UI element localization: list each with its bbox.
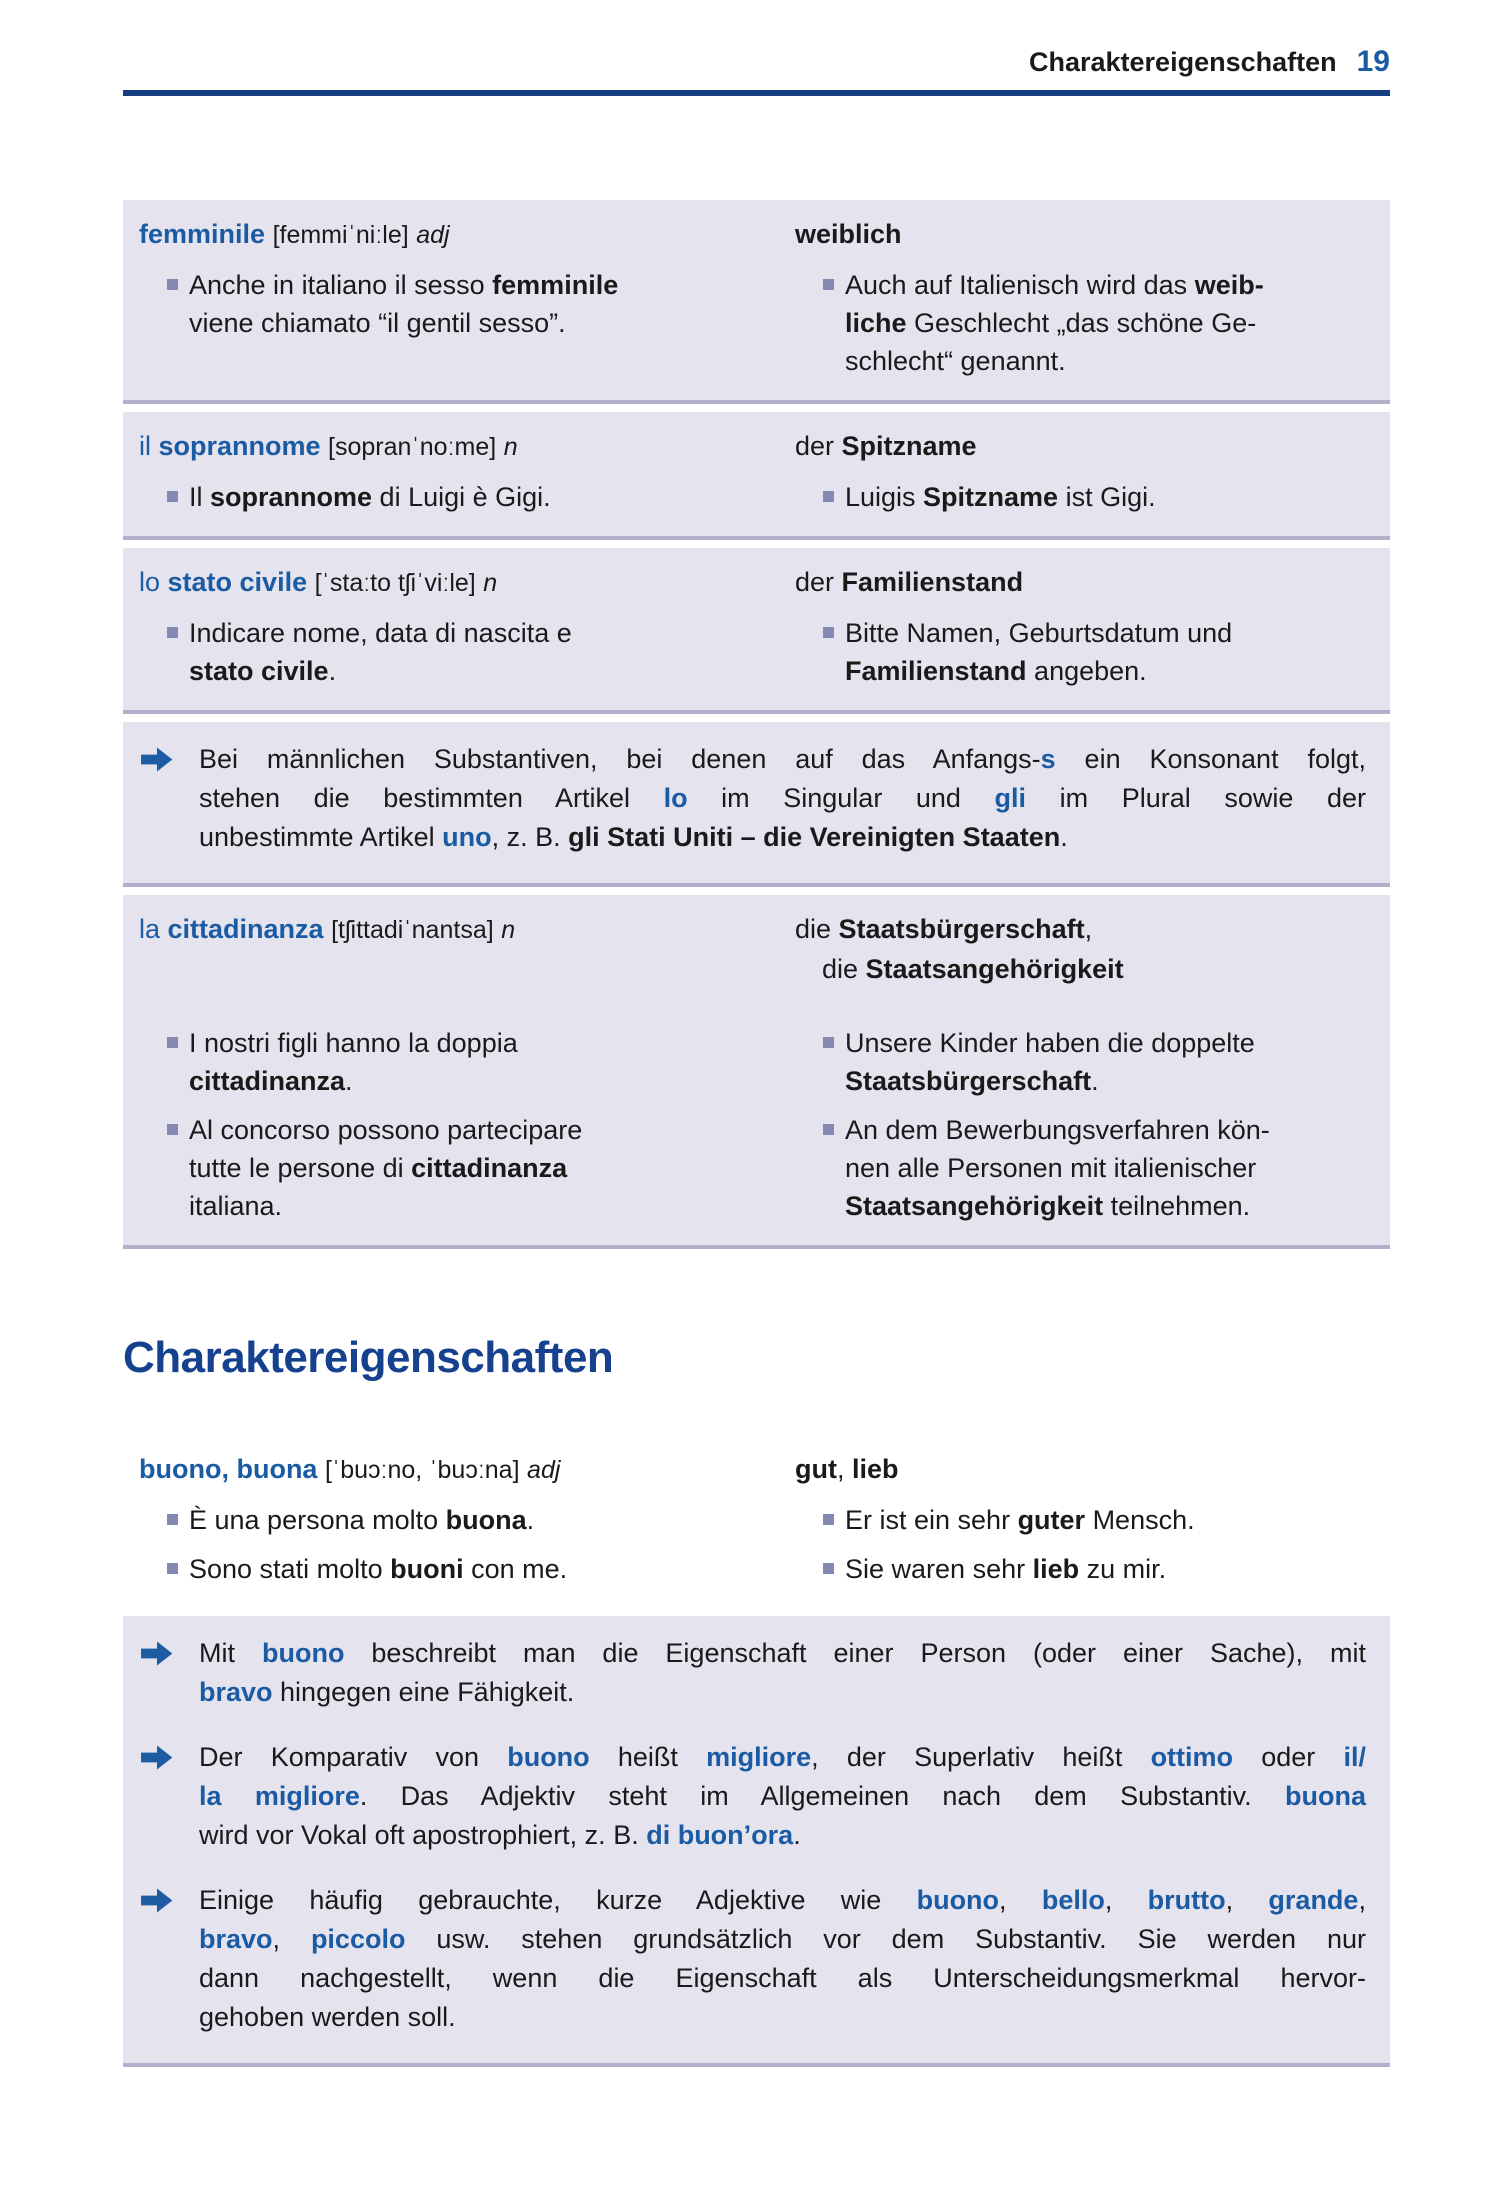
bullet-square-icon [167, 279, 178, 290]
example-german [795, 1501, 1370, 1539]
bullet-square-icon [167, 1563, 178, 1574]
usage-note-text: Mit buono beschreibt man die Eigenschaft einer Person (oder einer Sache), mit bravo hingegen eine Fähigkeit. [199, 1638, 1366, 1707]
headword-row [139, 909, 1370, 989]
example-row [139, 478, 1370, 516]
headword-italian: femminile [femmiˈniːle] adj [139, 219, 450, 249]
example-german [795, 266, 1370, 380]
dictionary-entry [123, 548, 1390, 714]
arrow-right-icon [141, 746, 177, 857]
example-row [139, 1024, 1370, 1100]
page-header [123, 45, 1390, 96]
example-row [139, 266, 1370, 380]
dictionary-content [123, 200, 1390, 2067]
vocabulary-blocks-top [123, 200, 1390, 1249]
example-german [795, 1550, 1370, 1588]
example-italian-text: Il soprannome di Luigi è Gigi. [189, 482, 551, 512]
example-german-text: Sie waren sehr lieb zu mir. [845, 1554, 1167, 1584]
arrow-right-icon [141, 1744, 177, 1855]
usage-note-text: Einige häufig gebrauchte, kurze Adjektive wie buono, bello, brutto, grande, bravo, piccolo usw. stehen grundsätzlich vor dem Substantiv. Sie werden nur dann nachgestellt, wenn die Eigenschaft als Unterscheidungsmerkmal hervor- gehoben werden soll. [199, 1885, 1366, 2032]
headword-row [139, 214, 1370, 255]
example-german [795, 1111, 1370, 1225]
page-number: 19 [1356, 45, 1390, 78]
bullet-square-icon [823, 1563, 834, 1574]
headword-german: die Staatsbürgerschaft, die Staatsangehörigkeit [795, 914, 1124, 984]
example-italian [139, 478, 795, 516]
bullet-square-icon [823, 1124, 834, 1135]
usage-note-text: Bei männlichen Substantiven, bei denen auf das Anfangs-s ein Konsonant folgt, stehen die bestimmten Artikel lo im Singular und gli im Plural sowie der unbestimmte Artikel uno, z. B. gli Stati Uniti – die Vereinigten Staaten. [199, 744, 1366, 852]
vocabulary-blocks-bottom [123, 1435, 1390, 2067]
example-german [795, 614, 1370, 690]
bullet-square-icon [823, 1514, 834, 1525]
bullet-square-icon [823, 491, 834, 502]
example-german-text: Auch auf Italienisch wird das weib- liche Geschlecht „das schöne Ge- schlecht“ genannt. [845, 270, 1264, 376]
headword-italian: il soprannome [sopranˈnoːme] n [139, 431, 518, 461]
example-italian [139, 1550, 795, 1588]
bullet-square-icon [167, 627, 178, 638]
headword-german: weiblich [795, 219, 902, 249]
headword-german: gut, lieb [795, 1454, 899, 1484]
usage-note-block [123, 722, 1390, 887]
bullet-square-icon [167, 491, 178, 502]
header-rule [123, 90, 1390, 96]
example-italian [139, 1501, 795, 1539]
usage-note-paragraph [139, 1634, 1366, 1712]
usage-note-paragraph [139, 740, 1366, 857]
usage-note-text: Der Komparativ von buono heißt migliore, der Superlativ heißt ottimo oder il/ la migliore. Das Adjektiv steht im Allgemeinen nach dem Substantiv. buona wird vor Vokal oft apostrophiert, z. B. di buon’ora. [199, 1742, 1367, 1850]
headword-row [139, 426, 1370, 467]
example-german-text: Unsere Kinder haben die doppelte Staatsbürgerschaft. [845, 1028, 1255, 1096]
usage-note-block [123, 1616, 1390, 2067]
bullet-square-icon [823, 1037, 834, 1048]
headword-german: der Spitzname [795, 431, 977, 461]
headword-italian: la cittadinanza [tʃittadiˈnantsa] n [139, 914, 516, 944]
headword-german: der Familienstand [795, 567, 1024, 597]
example-italian-text: Al concorso possono partecipare tutte le persone di cittadinanza italiana. [189, 1115, 583, 1221]
bullet-square-icon [167, 1124, 178, 1135]
example-italian-text: Anche in italiano il sesso femminile viene chiamato “il gentil sesso”. [189, 270, 619, 338]
example-german-text: Bitte Namen, Geburtsdatum und Familienstand angeben. [845, 618, 1233, 686]
bullet-square-icon [823, 279, 834, 290]
headword-italian: lo stato civile [ˈstaːto tʃiˈviːle] n [139, 567, 498, 597]
usage-note-paragraph [139, 1881, 1366, 2037]
section-heading: Charaktereigenschaften [123, 1333, 614, 1382]
example-italian-text: Sono stati molto buoni con me. [189, 1554, 568, 1584]
example-row [139, 1501, 1370, 1539]
example-german-text: Luigis Spitzname ist Gigi. [845, 482, 1156, 512]
dictionary-entry [123, 1435, 1390, 1608]
example-row [139, 614, 1370, 690]
example-italian [139, 1111, 795, 1225]
arrow-right-icon [141, 1887, 177, 2037]
example-italian [139, 1024, 795, 1100]
dictionary-entry [123, 200, 1390, 404]
example-row [139, 1550, 1370, 1588]
running-head-title: Charaktereigenschaften [1029, 47, 1337, 77]
example-german-text: An dem Bewerbungsverfahren kön- nen alle Personen mit italienischer Staatsangehörigkeit teilnehmen. [845, 1115, 1270, 1221]
example-german-text: Er ist ein sehr guter Mensch. [845, 1505, 1195, 1535]
bullet-square-icon [167, 1037, 178, 1048]
arrow-right-icon [141, 1640, 177, 1712]
bullet-square-icon [167, 1514, 178, 1525]
example-italian [139, 266, 795, 342]
example-italian [139, 614, 795, 690]
example-row [139, 1111, 1370, 1225]
usage-note-paragraph [139, 1738, 1366, 1855]
headword-row [139, 562, 1370, 603]
headword-italian: buono, buona [ˈbuɔːno, ˈbuɔːna] adj [139, 1454, 561, 1484]
headword-row [139, 1449, 1370, 1490]
example-german [795, 478, 1370, 516]
example-italian-text: I nostri figli hanno la doppia cittadinanza. [189, 1028, 518, 1096]
example-german [795, 1024, 1370, 1100]
dictionary-entry [123, 895, 1390, 1249]
bullet-square-icon [823, 627, 834, 638]
dictionary-entry [123, 412, 1390, 540]
dictionary-page [123, 45, 1390, 2067]
example-italian-text: Indicare nome, data di nascita e stato civile. [189, 618, 572, 686]
example-italian-text: È una persona molto buona. [189, 1505, 535, 1535]
